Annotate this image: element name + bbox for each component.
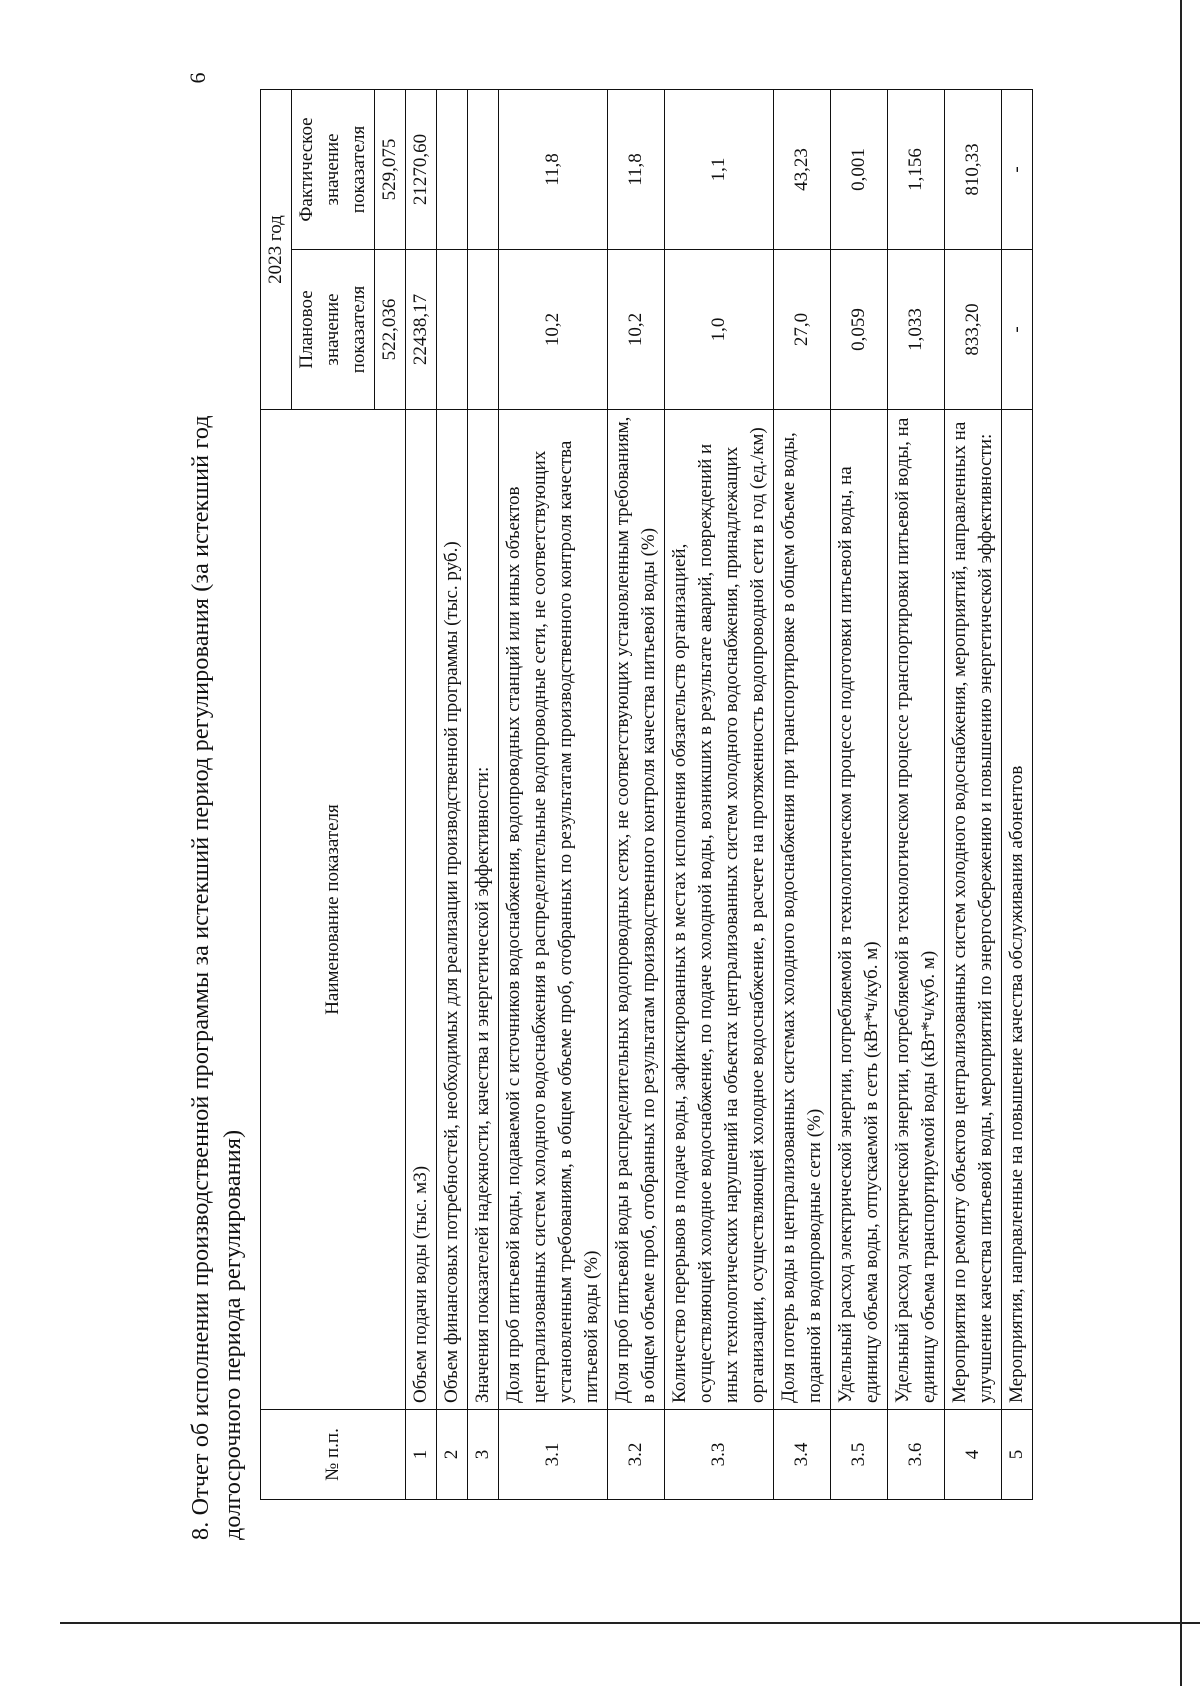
cell-plan: 27,0 [774,250,831,410]
header-year: 2023 год [261,89,292,409]
cell-fact [468,89,499,249]
cell-plan: 1,0 [665,250,774,410]
report-table [260,89,1033,1500]
table-row [608,89,665,1499]
cell-plan: 1,033 [888,250,945,410]
cell-plan: 22438,17 [406,250,437,410]
table-row [945,89,1002,1499]
rotated-page-content [175,60,1185,1540]
cell-plan: 0,059 [831,250,888,410]
section-title-line1: 8. Отчет об исполнении производственной программы за истекший период регулирования (за истекший год [188,415,214,1540]
cell-num: 2 [437,1410,468,1500]
cell-name: Значения показателей надежности, качества и энергетической эффективности: [468,410,499,1410]
cell-name: Удельный расход электрической энергии, потребляемой в технологическом процессе транспортировки питьевой воды, на единицу объема транспортируемой воды (кВт*ч/куб. м) [888,410,945,1410]
cell-num: 4 [945,1410,1002,1500]
cell-fact [437,89,468,249]
cell-fact: 11,8 [499,89,608,249]
table-row [888,89,945,1499]
cell-num: 3.5 [831,1410,888,1500]
cell-plan [437,250,468,410]
cell-num: 5 [1002,1410,1033,1500]
cell-plan [468,250,499,410]
cell-fact: 1,1 [665,89,774,249]
page-number: 6 [185,72,210,84]
table-row [468,89,499,1499]
cell-fact: 43,23 [774,89,831,249]
header-name: Наименование показателя [261,410,406,1410]
cell-name: Мероприятия по ремонту объектов централизованных систем холодного водоснабжения, мероприятий, направленных на улучшение качества питьевой воды, мероприятий по энергосбережению и повышению энергетической эффективности: [945,410,1002,1410]
cell-plan: 10,2 [499,250,608,410]
cell-fact: 0,001 [831,89,888,249]
table-row [831,89,888,1499]
cell-name: Доля проб питьевой воды в распределительных водопроводных сетях, не соответствующих установленным требованиям, в общем объеме проб, отобранных по результатам производственного контроля качества питьевой воды (%) [608,410,665,1410]
cell-plan: 10,2 [608,250,665,410]
cell-name: Объем финансовых потребностей, необходимых для реализации производственной программы (тыс. руб.) [437,410,468,1410]
cell-fact: 529,075 [375,89,406,249]
table-row [774,89,831,1499]
cell-plan: - [1002,250,1033,410]
cell-num: 1 [406,1410,437,1500]
cell-fact: 11,8 [608,89,665,249]
section-title-line2: долгосрочного периода регулирования) [220,1129,246,1540]
cell-name: Удельный расход электрической энергии, потребляемой в технологическом процессе подготовки питьевой воды, на единицу объема воды, отпускаемой в сеть (кВт*ч/куб. м) [831,410,888,1410]
header-plan: Плановое значение показателя [292,250,375,410]
table-row [437,89,468,1499]
header-num: № п.п. [261,1410,406,1500]
section-title [185,70,249,1540]
cell-name: Мероприятия, направленные на повышение качества обслуживания абонентов [1002,410,1033,1410]
cell-num: 3.2 [608,1410,665,1500]
header-row-1 [261,89,292,1499]
header-fact: Фактическое значение показателя [292,89,375,249]
cell-name: Объем подачи воды (тыс. м3) [406,410,437,1410]
cell-name: Доля потерь воды в централизованных системах холодного водоснабжения при транспортировке в общем объеме воды, поданной в водопроводные сети (%) [774,410,831,1410]
cell-num: 3.3 [665,1410,774,1500]
cell-name: Количество перерывов в подаче воды, зафиксированных в местах исполнения обязательств организацией, осуществляющей холодное водоснабжение, по подаче холодной воды, возникших в результате аварий, повреждений и иных технологических нарушений на объектах централизованных систем холодного водоснабжения, принадлежащих организации, осуществляющей холодное водоснабжение, в расчете на протяженность водопроводной сети в год (ед./км) [665,410,774,1410]
cell-fact: 810,33 [945,89,1002,249]
page-border-bottom [60,1622,1200,1624]
cell-num: 3 [468,1410,499,1500]
table-row [665,89,774,1499]
table-row [1002,89,1033,1499]
table-row [499,89,608,1499]
cell-num: 3.4 [774,1410,831,1500]
table-row [406,89,437,1499]
cell-num: 3.1 [499,1410,608,1500]
cell-fact: 1,156 [888,89,945,249]
cell-plan: 522,036 [375,250,406,410]
cell-name: Доля проб питьевой воды, подаваемой с источников водоснабжения, водопроводных станций или иных объектов централизованных систем холодного водоснабжения в распределительные водопроводные сети, не соответствующих установленным требованиям, в общем объеме проб, отобранных по результатам производственного контроля качества питьевой воды (%) [499,410,608,1410]
cell-plan: 833,20 [945,250,1002,410]
cell-num: 3.6 [888,1410,945,1500]
cell-fact: - [1002,89,1033,249]
cell-fact: 21270,60 [406,89,437,249]
